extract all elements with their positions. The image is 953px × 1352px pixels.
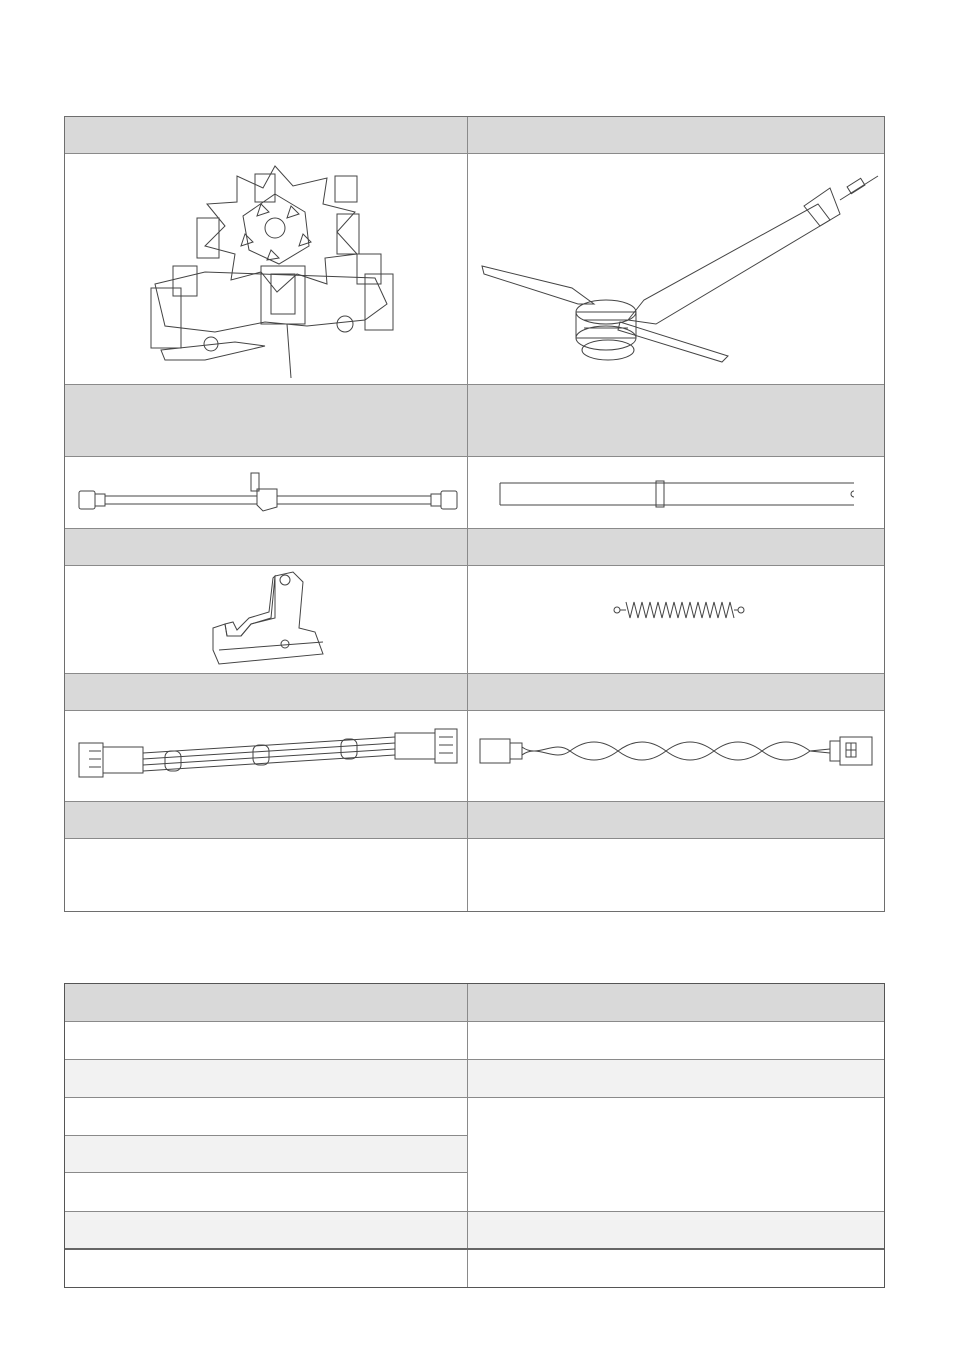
landing-gear-crossbar-icon — [65, 457, 467, 529]
parts-image-row — [65, 154, 884, 385]
spring-cell — [468, 566, 885, 673]
carbon-tube-icon — [468, 457, 885, 529]
spec-table — [64, 983, 885, 1288]
parts-image-row — [65, 457, 884, 529]
parts-header-row — [65, 117, 884, 154]
spec-header-row — [65, 984, 884, 1022]
parts-image-row — [65, 711, 884, 802]
parts-header-row — [65, 802, 884, 839]
spec-row — [65, 1022, 884, 1060]
spec-row — [65, 1060, 884, 1098]
twisted-cable-cell — [468, 711, 885, 801]
arm-cell — [468, 154, 885, 384]
mounting-bracket-icon — [65, 566, 467, 674]
parts-header-row — [65, 385, 884, 457]
frame-center-assembly-icon — [65, 154, 467, 385]
frame-cell — [65, 154, 468, 384]
twisted-cable-icon — [468, 711, 885, 802]
multi-wire-cable-icon — [65, 711, 467, 802]
parts-blank-row — [65, 839, 884, 911]
crossbar-cell — [65, 457, 468, 528]
cable-cell — [65, 711, 468, 801]
spec-merged-block — [65, 1098, 884, 1212]
parts-image-row — [65, 566, 884, 674]
parts-header-row — [65, 529, 884, 566]
bracket-cell — [65, 566, 468, 673]
parts-header-row — [65, 674, 884, 711]
parts-table — [64, 116, 885, 912]
spec-row — [65, 1212, 884, 1250]
spring-icon — [468, 566, 885, 674]
tube-cell — [468, 457, 885, 528]
arm-motor-propeller-icon — [468, 154, 885, 385]
spec-row — [65, 1250, 884, 1287]
